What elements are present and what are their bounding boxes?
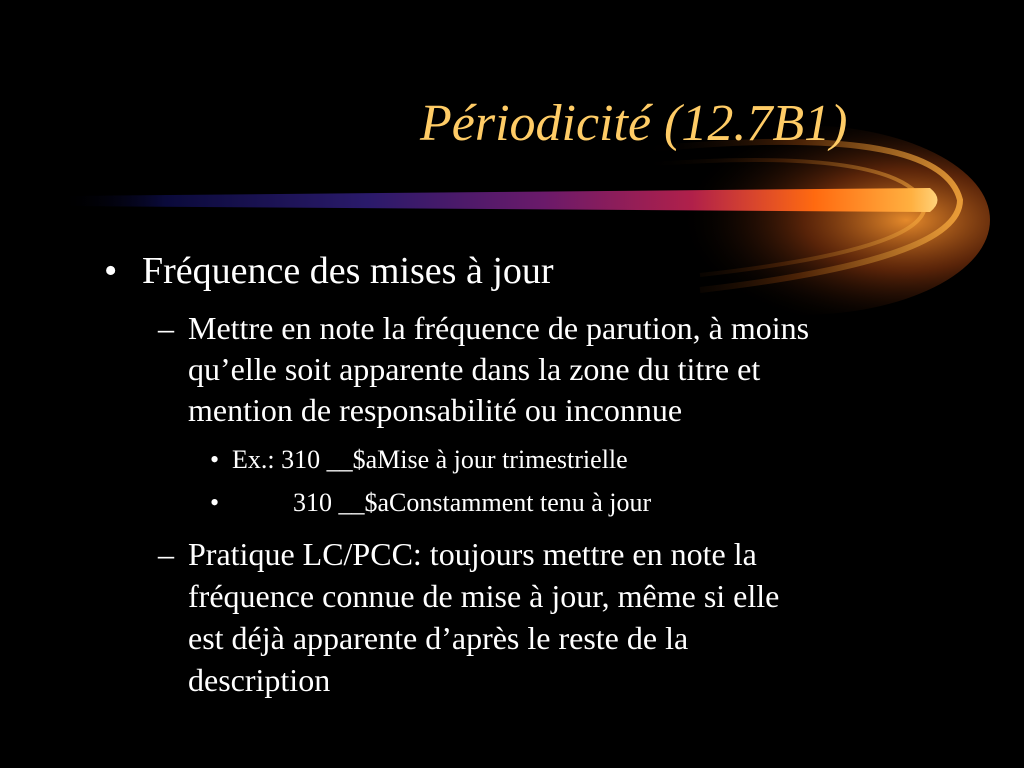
example-marker: • [210, 488, 220, 517]
sub-text-line: Pratique LC/PCC: toujours mettre en note la [188, 536, 757, 572]
sub-text-line: mention de responsabilité ou inconnue [188, 392, 683, 428]
sub-text-line: fréquence connue de mise à jour, même si elle [188, 578, 780, 614]
dash-marker: – [158, 310, 174, 346]
sub-text-line: qu’elle soit apparente dans la zone du titre et [188, 351, 761, 387]
example-text: Ex.: 310 __$aMise à jour trimestrielle [232, 445, 628, 474]
sub-text-line: description [188, 662, 331, 698]
sub-text-line: est déjà apparente d’après le reste de la [188, 620, 689, 656]
sub-text-line: Mettre en note la fréquence de parution, à moins [188, 310, 810, 346]
slide-title: Périodicité (12.7B1) [420, 95, 848, 152]
example-marker: • [210, 445, 220, 474]
bullet-marker: • [104, 250, 118, 292]
bullet-text-frequence: Fréquence des mises à jour [142, 250, 554, 292]
dash-marker: – [158, 536, 174, 572]
example-text: 310 __$aConstamment tenu à jour [293, 488, 652, 517]
